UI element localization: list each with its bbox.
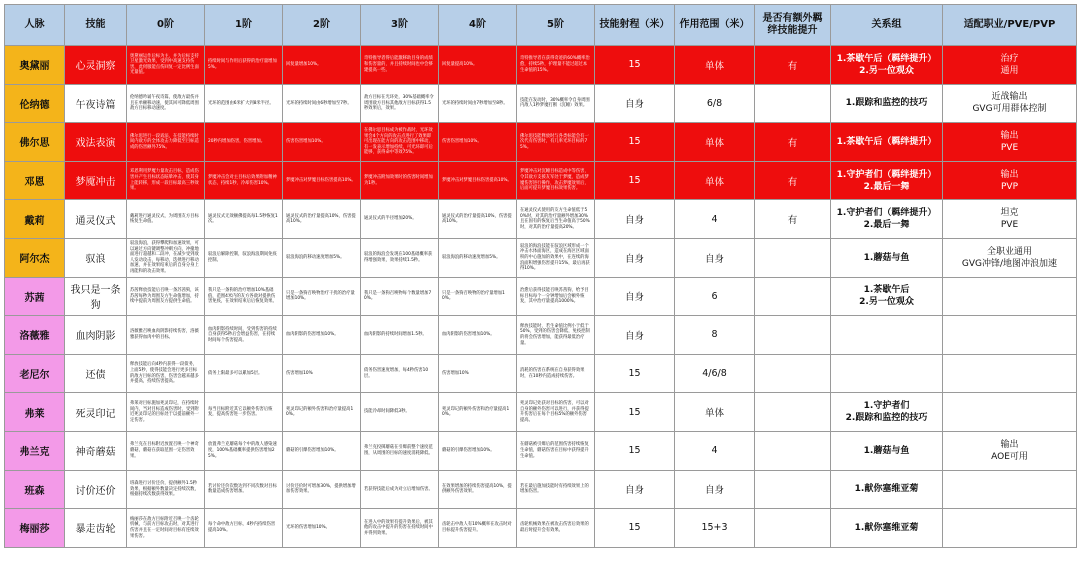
relation-group: 1.跟踪和监控的技巧	[831, 84, 943, 123]
skill-range: 自身	[595, 238, 675, 277]
relation-group: 1.守护者们（羁绊提升） 2.最后一舞	[831, 161, 943, 200]
skill-name: 戏法表演	[65, 123, 127, 162]
stage-0-text: 班森进行讨价还价，提供额外1.5秒效果，根据额外数量决定持续次数，根据持续次数获得效果。	[127, 470, 205, 509]
header-stage-3: 3阶	[361, 5, 439, 46]
stage-5-text: 若在最后施加技能时有持续效果上的增加伤害。	[517, 470, 595, 509]
header-stage-5: 5阶	[517, 5, 595, 46]
skill-name: 驭浪	[65, 238, 127, 277]
job-fit	[943, 316, 1077, 355]
stage-0-text: 伦纳德吟诵午夜诗篇，使敌方最伤并且在单额移动速，使其回可降低周围敌方目标移动速度。	[127, 84, 205, 123]
skill-name: 神奇蘑菇	[65, 431, 127, 470]
job-fit	[943, 277, 1077, 316]
header-skill-range: 技能射程（米）	[595, 5, 675, 46]
stage-3-text: 弗兰克投掷蘑菇在引爆前整个速度范围，从周围的目标的速度消耗降低。	[361, 431, 439, 470]
skill-range: 自身	[595, 316, 675, 355]
stage-3-text: 若获得技能后成为对立后增加伤害。	[361, 470, 439, 509]
stage-1-text: 通灵仪式无效额佛提高每1.5秒恢复1次。	[205, 200, 283, 239]
stage-1-text: 血肉阴影持续时间，受到伤害的持续自身获得5秒后会增益伤害，在持续时间每个伤害提高。	[205, 316, 283, 355]
skill-name: 午夜诗篇	[65, 84, 127, 123]
table-row	[5, 84, 1077, 123]
skill-name: 我只是一条狗	[65, 277, 127, 316]
contact-name: 奥黛丽	[5, 46, 65, 85]
skill-range: 15	[595, 123, 675, 162]
header-job-fit: 适配职业/PVE/PVP	[943, 5, 1077, 46]
effect-area: 15+3	[675, 509, 755, 548]
relation-group: 1.蘑菇与鱼	[831, 238, 943, 277]
relation-group	[831, 354, 943, 393]
table-row	[5, 277, 1077, 316]
skill-name: 梦魇冲击	[65, 161, 127, 200]
stage-5-text: 梦魇冲击对沉睡目标造成中等伤害，令其敌方支援友军处于梦魇，造成梦魇伤害进行操作，攻击梦魇效果后，后面可提升梦魇目标效果伤害。	[517, 161, 595, 200]
job-fit	[943, 509, 1077, 548]
header-row	[5, 5, 1077, 46]
job-fit: 输出 PVP	[943, 161, 1077, 200]
stage-2-text: 只是一条狗召唤物治疗干扰的治疗量增加10%。	[283, 277, 361, 316]
extra-bond: 有	[755, 200, 831, 239]
job-fit: 全职业通用 GVG冲锋/地图冲浪加速	[943, 238, 1077, 277]
extra-bond: 有	[755, 46, 831, 85]
skill-range: 自身	[595, 84, 675, 123]
effect-area: 单体	[675, 393, 755, 432]
job-fit	[943, 393, 1077, 432]
stage-5-text: 佛尔思技能释放时与各类标能会有一次代有伤害时，有几率光环目标的75%。	[517, 123, 595, 162]
table-header	[5, 5, 1077, 46]
stage-0-text: 驭浪海浪，获得攀爬和加速效果，可以通过方向键调整冲刺方向，冲撞地面进行超越和二段冲，在减少受到敌人发动攻击，每移动，选择进行移动加速，并在效果结束后的自身分身上再能和的攻击效果。	[127, 238, 205, 277]
relation-group: 1.守护者们（羁绊提升） 2.最后一舞	[831, 200, 943, 239]
stage-3-text: 敌方目标在光环处，30%基础概率令周围敌方目标其他敌方目标获得1.5秒效果后，效果。	[361, 84, 439, 123]
skill-range: 15	[595, 161, 675, 200]
stage-3-text: 血肉阴影的持续时间增加1.5秒。	[361, 316, 439, 355]
extra-bond	[755, 393, 831, 432]
extra-bond: 有	[755, 161, 831, 200]
stage-4-text: 齿轮击中敌人有10%概率在攻击时对目标提升伤害提升。	[439, 509, 517, 548]
stage-5-text: 在通灵仪式使用的友方生命值低于50%时，对其的治疗量额外增加30%且在固有的恢复后当生命值高于50%时，对其的治疗量提高20%。	[517, 200, 595, 239]
stage-0-text: 苏茜释放技能后召唤一条苏茜狗，该苏茜每秒为周围友方生命值增加，持续中提前为周围友方提供生命值。	[127, 277, 205, 316]
relation-group: 1.茶歇午后（羁绊提升）	[831, 123, 943, 162]
effect-area: 单体	[675, 123, 755, 162]
stage-2-text: 光环的伤害增加10%。	[283, 509, 361, 548]
skill-range: 自身	[595, 200, 675, 239]
contact-name: 弗莱	[5, 393, 65, 432]
header-extra-bond: 是否有额外羁绊技能提升	[755, 5, 831, 46]
stage-4-text: 死灵印记的额外伤害和治疗量提高10%。	[439, 393, 517, 432]
extra-bond	[755, 431, 831, 470]
table-row	[5, 46, 1077, 85]
extra-bond: 有	[755, 123, 831, 162]
skill-table	[4, 4, 1077, 548]
stage-5-text: 驭浪的海浪技能在驭浪区域形成一个冲击水体面海区，造成在海区区域面积的中心施加的效果中，在连续的海浪面积增强伤害提升15%，最后再获得10%。	[517, 238, 595, 277]
stage-2-text: 讨价还价时可增加30%，提供增加增加伤害效果。	[283, 470, 361, 509]
table-row	[5, 200, 1077, 239]
contact-name: 洛薇雅	[5, 316, 65, 355]
stage-5-text: 技能在发动时，30%概率令自身周围内敌人1秒梦魇打断（沉睡）效果。	[517, 84, 595, 123]
skill-name: 讨价还价	[65, 470, 127, 509]
skill-range: 15	[595, 509, 675, 548]
stage-2-text: 光环的持续时间由6秒增加至7秒。	[283, 84, 361, 123]
stage-0-text: 奥黛丽运作后标为主，并为后标支持卫星激光效果，受到中高速支持伤害，此伺服能点伤回复一定比例生面光量值。	[127, 46, 205, 85]
stage-5-text: 在蘑菇被引爆后的范围伤害持续恢复生命值，蘑菇伤害在目标中获得提升生命值。	[517, 431, 595, 470]
skill-name: 还债	[65, 354, 127, 393]
stage-5-text: 奇特推导者在获得奇迹的60%概率治愈，持续5秒，护理量不能过超过本生命值的15%。	[517, 46, 595, 85]
stage-2-text: 蘑菇的引爆伤害增加10%。	[283, 431, 361, 470]
effect-area: 6/8	[675, 84, 755, 123]
stage-2-text: 回复量增加10%。	[283, 46, 361, 85]
effect-area: 单体	[675, 161, 755, 200]
contact-name: 班森	[5, 470, 65, 509]
header-skill: 技能	[65, 5, 127, 46]
skill-range: 15	[595, 431, 675, 470]
header-contact: 人脉	[5, 5, 65, 46]
stage-4-text: 光环的持续时间由7秒增加至8秒。	[439, 84, 517, 123]
stage-4-text: 伤害增加10%	[439, 354, 517, 393]
stage-3-text: 通灵仪式的半径增加20%。	[361, 200, 439, 239]
stage-3-text: 在进入中的效果有提升效果后，被其他的攻击中提升的伤害在持续时间中并得到效果。	[361, 509, 439, 548]
stage-3-text: 债务伤害速度增加，每4秒伤害10层。	[361, 354, 439, 393]
effect-area: 8	[675, 316, 755, 355]
skill-range: 15	[595, 354, 675, 393]
header-stage-0: 0阶	[127, 5, 205, 46]
stage-0-text: 弗莱对目标施加死灵印记，在持续时间内，当对目标造成伤害时，受到附近死灵印记的目标处于以提前额外一定伤害。	[127, 393, 205, 432]
contact-name: 戴莉	[5, 200, 65, 239]
table-row	[5, 123, 1077, 162]
stage-3-text: 梦魇冲击附加效果时的伤害时间增加为1秒。	[361, 161, 439, 200]
stage-1-text: 驭浪后解除控制，驭浪海浪期间免疫控制。	[205, 238, 283, 277]
stage-0-text: 弗兰克在目标附近放置召唤一个神奇蘑菇，蘑菇在获取范围一定伤害效果。	[127, 431, 205, 470]
relation-group: 1.献你塞维亚菊	[831, 509, 943, 548]
extra-bond	[755, 316, 831, 355]
table-row	[5, 393, 1077, 432]
stage-3-text: 技能冷却时间降低3秒。	[361, 393, 439, 432]
stage-2-text: 血肉阴影的伤害增加10%。	[283, 316, 361, 355]
effect-area: 4	[675, 431, 755, 470]
effect-area: 6	[675, 277, 755, 316]
header-relation-group: 关系组	[831, 5, 943, 46]
skill-name: 暴走齿轮	[65, 509, 127, 548]
stage-4-text: 血肉阴影的伤害增加10%。	[439, 316, 517, 355]
stage-5-text: 死灵印记处获对目标的伤害，可以对自身的额外伤害可以进行，并获得提升伤害后在每个目标5%的额外伤害提高。	[517, 393, 595, 432]
contact-name: 伦纳德	[5, 84, 65, 123]
contact-name: 梅丽莎	[5, 509, 65, 548]
relation-group: 1.蘑菇与鱼	[831, 431, 943, 470]
header-stage-1: 1阶	[205, 5, 283, 46]
stage-3-text: 驭浪的海浪会发现在100基础概率获得增强效果，效果持续1.5秒。	[361, 238, 439, 277]
job-fit: 输出 AOE可用	[943, 431, 1077, 470]
skill-range: 15	[595, 393, 675, 432]
skill-range: 自身	[595, 470, 675, 509]
extra-bond	[755, 277, 831, 316]
stage-1-text: 梦魇冲击会对主目标后效果附加精神状态，持续1秒，冷却伤害10%。	[205, 161, 283, 200]
table-row	[5, 509, 1077, 548]
skill-name: 心灵洞察	[65, 46, 127, 85]
stage-0-text: 释放技能后向4秒内获得一段债务，上面5秒，使得技能会进行更多目标的敌方目标的伤害，伤害会越来越多并提高，持续伤害提高。	[127, 354, 205, 393]
contact-name: 苏茜	[5, 277, 65, 316]
stage-2-text: 驭浪海浪的移动速度增加5%。	[283, 238, 361, 277]
job-fit: 近战输出 GVG可用群体控制	[943, 84, 1077, 123]
job-fit	[943, 470, 1077, 509]
relation-group	[831, 316, 943, 355]
stage-5-text: 释放技能时，若生命值比例小于低于50%，受到的伤害会降低，免疫控制的将会伤害增加，能获得最低治疗量。	[517, 316, 595, 355]
stage-2-text: 伤害增加10%	[283, 354, 361, 393]
skill-name: 通灵仪式	[65, 200, 127, 239]
skill-range: 15	[595, 46, 675, 85]
stage-4-text: 蘑菇的引爆伤害增加10%。	[439, 431, 517, 470]
relation-group: 1.茶歇午后（羁绊提升） 2.另一位观众	[831, 46, 943, 85]
contact-name: 弗兰克	[5, 431, 65, 470]
table-row	[5, 354, 1077, 393]
stage-4-text: 梦魇冲击对梦魇目标伤害提高10%。	[439, 161, 517, 200]
job-fit: 输出 PVE	[943, 123, 1077, 162]
job-fit: 坦克 PVE	[943, 200, 1077, 239]
stage-5-text: 治愈后获得技能召唤苏茜狗，给予目标目标每个一分钟增加后会额外恢复，其中治疗量提高1000%。	[517, 277, 595, 316]
stage-4-text: 只是一条狗召唤物的治疗量增加10%。	[439, 277, 517, 316]
stage-3-text: 在佛尔思目标成为被作战时，光环效果会4个方向的攻击点进行了效果即可出现在能方向的攻击范围中移动，有一发表示增加持续，可光环即可后能够，获得命中等效75%。	[361, 123, 439, 162]
stage-4-text: 回复量提高10%。	[439, 46, 517, 85]
stage-1-text: 持续时间与作用后获得的治疗量增加5%。	[205, 46, 283, 85]
stage-4-text: 在效果增加的持续伤害提高10%，提供额外伤害效果。	[439, 470, 517, 509]
stage-1-text: 债务上限最多可以累加5层。	[205, 354, 283, 393]
effect-area: 4	[675, 200, 755, 239]
header-effect-area: 作用范围（米）	[675, 5, 755, 46]
skill-name: 血肉阴影	[65, 316, 127, 355]
effect-area: 单体	[675, 46, 755, 85]
contact-name: 阿尔杰	[5, 238, 65, 277]
contact-name: 佛尔思	[5, 123, 65, 162]
table-row	[5, 431, 1077, 470]
stage-5-text: 齿轮机械效果在被攻击伤害后效果的最后时提升会有效果。	[517, 509, 595, 548]
table-row	[5, 161, 1077, 200]
header-stage-4: 4阶	[439, 5, 517, 46]
stage-1-text: 光环的范围由6米扩大到8米半径。	[205, 84, 283, 123]
stage-0-text: 洛薇雅召唤血肉阴影持续伤害，洛薇雅获得血肉中的目标。	[127, 316, 205, 355]
effect-area: 自身	[675, 238, 755, 277]
effect-area: 4/6/8	[675, 354, 755, 393]
stage-1-text: 每当目标附近其它以额外伤害后恢复，提高伤害进一步伤害。	[205, 393, 283, 432]
relation-group: 1.守护者们 2.跟踪和监控的技巧	[831, 393, 943, 432]
stage-5-text: 消耗的伤害在系统在自身获得效果时，在10秒内造成持续伤害。	[517, 354, 595, 393]
job-fit: 治疗 通用	[943, 46, 1077, 85]
job-fit	[943, 354, 1077, 393]
extra-bond	[755, 84, 831, 123]
effect-area: 自身	[675, 470, 755, 509]
stage-0-text: 佛尔思进行一段戏法，在技能持续时间内敌方的全体攻击力降低至目标造成的伤害额外75%。	[127, 123, 205, 162]
stage-1-text: 我只是一条狗的治疗增加10%基础值，范围4米内的友方各敌对提供伤害免疫，在效果结束后后恢复效果。	[205, 277, 283, 316]
stage-4-text: 驭浪海浪的移动速度增加5%。	[439, 238, 517, 277]
table-row	[5, 470, 1077, 509]
stage-0-text: 戴莉进行通灵仪式，为周围友方目标恢复生命值。	[127, 200, 205, 239]
stage-4-text: 伤害伤害增加10%。	[439, 123, 517, 162]
relation-group: 1.茶歇午后 2.另一位观众	[831, 277, 943, 316]
extra-bond	[755, 470, 831, 509]
contact-name: 邓恩	[5, 161, 65, 200]
header-stage-2: 2阶	[283, 5, 361, 46]
stage-1-text: 每个命中敌方目标，4秒内持续伤害提高10%。	[205, 509, 283, 548]
stage-0-text: 邓恩利用梦魇力量攻击目标，造成伤害并产生目标状态眩晕冲击，使其身上能转移，形成一段目标最高三秒效果。	[127, 161, 205, 200]
stage-3-text: 我只是一条狗召唤物每个数量增加70%。	[361, 277, 439, 316]
table-body	[5, 46, 1077, 548]
stage-3-text: 奇特推导者得后能激移助目身的成绩和伤害量的，并且持续时间也中会够建提高一些。	[361, 46, 439, 85]
stage-2-text: 梦魇冲击对梦魇目标伤害提高10%。	[283, 161, 361, 200]
stage-1-text: 20秒内增加伤害，伤害增加。	[205, 123, 283, 162]
table-row	[5, 316, 1077, 355]
stage-0-text: 梅丽莎在敌方目标附近召唤一个齿轮机械，与前方目标攻击时，对其进行伤害并且在一定时间对目标有连续效果伤害。	[127, 509, 205, 548]
skill-name: 死灵印记	[65, 393, 127, 432]
stage-1-text: 若讨价还价次数达到不同次数对目标数量造成伤害增加。	[205, 470, 283, 509]
stage-1-text: 放置弗兰克蘑菇每个中的敌人感染速度，100%基础概率提供伤害增加25%。	[205, 431, 283, 470]
stage-2-text: 通灵仪式的治疗量提高10%，伤害提高10%。	[283, 200, 361, 239]
contact-name: 老尼尔	[5, 354, 65, 393]
skill-range: 自身	[595, 277, 675, 316]
extra-bond	[755, 238, 831, 277]
table-row	[5, 238, 1077, 277]
stage-4-text: 通灵仪式的治疗量提高10%，伤害提高10%。	[439, 200, 517, 239]
stage-2-text: 死灵印记的额外伤害和治疗量提高10%。	[283, 393, 361, 432]
stage-2-text: 伤害伤害增加10%。	[283, 123, 361, 162]
relation-group: 1.献你塞维亚菊	[831, 470, 943, 509]
extra-bond	[755, 509, 831, 548]
extra-bond	[755, 354, 831, 393]
